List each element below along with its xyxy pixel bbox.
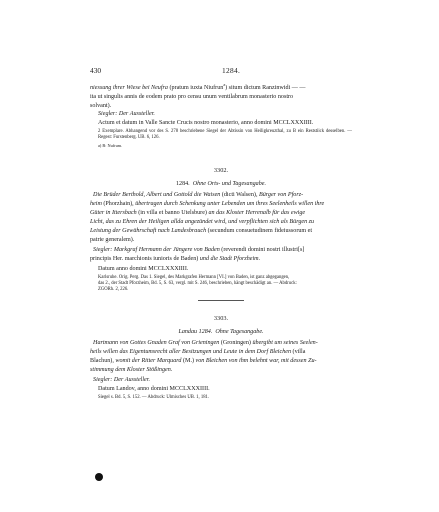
regest-text: (Groningen) xyxy=(219,340,253,346)
footnote-ref: a xyxy=(223,82,226,87)
regest-text: (dicti Walsen), xyxy=(220,192,259,198)
regest-italic: Hartmann von Gottes Gnaden Graf von Grieningen xyxy=(93,340,220,346)
charter-number-3303: 3303. xyxy=(213,315,229,322)
regest-italic: Bürger von Pforz- xyxy=(259,192,304,198)
section-divider xyxy=(198,300,244,301)
regest-text: (Phorzhain), xyxy=(101,201,136,208)
fragment-text-end: ) situm dictum Ranzinwidi — — xyxy=(225,85,306,92)
fragment-text: (pratum iuxta Niufrun xyxy=(167,85,224,92)
regest-italic: Die Brüder Berthold, Albert und Gottold die Waisen xyxy=(93,192,221,198)
heading-text: Ohne Orts- und Tagesangabe. xyxy=(192,181,266,187)
sealer-name: Der Aussteller. xyxy=(118,111,155,117)
heading-place: Landau 1284. xyxy=(178,329,213,335)
charter-sealer-3302 xyxy=(90,246,352,264)
fragment-sealer xyxy=(98,110,352,119)
sealer-label: Siegler: xyxy=(93,247,114,253)
regest-italic: Licht, das zu Ehren der Heiligen allda angezündet wird, und verpflichten sich als Bürgen zu xyxy=(90,219,315,226)
heading-text: Ohne Tagesangabe. xyxy=(215,329,264,335)
regest-italic: womit der Ritter Marquard xyxy=(115,358,182,365)
charter-number-3302: 3302. xyxy=(213,167,229,174)
charter-dating-3303: Datum Landov, anno domini MCCLXXXIIII. xyxy=(98,386,210,392)
regest-italic: von Bleichen von ihm belehnt war, mit dessen Zu- xyxy=(195,358,317,365)
apparatus-line: das 2., der Stadt Pforzheim, Bd. 5, S. 63, vergl. mit S. 246, beschrieben, hängt beschädigt an. — Abdruck: xyxy=(98,281,297,287)
regest-italic: Leistung der Gewährschaft nach Landesbrauch xyxy=(90,228,207,235)
regest-italic: stimmung dem Kloster Stößingen. xyxy=(90,367,173,374)
regest-text: patrie generalem). xyxy=(90,237,135,244)
apparatus-line: Karlsruhe. Orig. Perg. Das 1. Siegel, des Markgrafen Hermann [VI.] von Baden, ist ganz abgegangen, xyxy=(98,275,290,280)
fragment-apparatus: 2 Exemplare. Abhangend vor des S. 278 beschriebene Siegel der Abtissin von Heiligkreuzthal, zu B ein Reststiick desselben. — Regest: Furstenberg. UB. 6, 126. xyxy=(98,129,352,141)
charter-regest-3302 xyxy=(90,191,352,246)
fragment-italic: niessung ihrer Wiese bei Neufra xyxy=(90,85,168,92)
charter-regest-3303 xyxy=(90,339,352,375)
fragment-line-2: ita ut singulis annis de eodem prato pro censu unum ventilabrum monasterio nostro xyxy=(90,94,294,101)
apparatus-line: ZGORh. 2, 226. xyxy=(98,287,129,293)
regest-italic: an das Kloster Herrenalb für das ewige xyxy=(208,210,306,217)
regest-italic: heim xyxy=(90,201,102,208)
charter-dating-3302: Datum anno domini MCCLXXXIIII. xyxy=(98,266,189,272)
regest-italic: heils willen das Eigentumsrecht aller Besitzungen und Leute in dem Dorf Bleichen xyxy=(90,349,292,356)
charter-heading-3303 xyxy=(90,328,352,337)
regest-text: (M.) xyxy=(181,358,196,365)
regest-text: (secundum consuetudinem fideiussorum et xyxy=(206,228,313,235)
charter-apparatus-3303: Siegel s. Bd. 5, S. 152. — Abdruck: Ulmisches UB. 1, 181. xyxy=(98,395,210,400)
fragment-dating: Actum et datum in Valle Sancte Crucis nostro monasterio, anno domini MCCLXXXIIII. xyxy=(98,120,314,126)
regest-text: (in villa et banno Utelsbure) xyxy=(136,210,209,217)
charter-sealer-3303 xyxy=(90,376,352,385)
charter-apparatus-3302 xyxy=(98,275,352,294)
running-head-year: 1284. xyxy=(222,66,241,75)
sealer-text: principis Her. marchionis iunioris de Baden) xyxy=(90,256,200,263)
regest-italic: Güter in Ittersbach xyxy=(90,210,137,217)
sealer-name: Markgraf Hermann der Jüngere von Baden xyxy=(113,247,220,253)
sealer-label: Siegler: xyxy=(98,111,119,117)
sealer-name: Der Aussteller. xyxy=(113,377,150,383)
sealer-name: und die Stadt Pforzheim. xyxy=(199,256,261,263)
regest-text: Blachun), xyxy=(90,358,116,365)
previous-charter-text xyxy=(90,80,352,111)
fragment-line-3: solvant). xyxy=(90,103,112,110)
sealer-text: (reverendi domini nostri illustri[s] xyxy=(219,247,305,253)
regest-text: (villa xyxy=(291,349,306,356)
charter-heading-3302 xyxy=(90,180,352,189)
heading-year: 1284. xyxy=(175,181,190,187)
ink-blot-mark xyxy=(95,473,103,481)
regest-italic: übergibt um seines Seelen- xyxy=(252,340,318,346)
fragment-note: a) B: Nufrum. xyxy=(98,143,123,148)
regest-italic: übertragen durch Schenkung unter Lebenden um ihres Seelenheils willen ihre xyxy=(135,201,325,208)
page-number: 430 xyxy=(90,66,102,75)
sealer-label: Siegler: xyxy=(93,377,114,383)
